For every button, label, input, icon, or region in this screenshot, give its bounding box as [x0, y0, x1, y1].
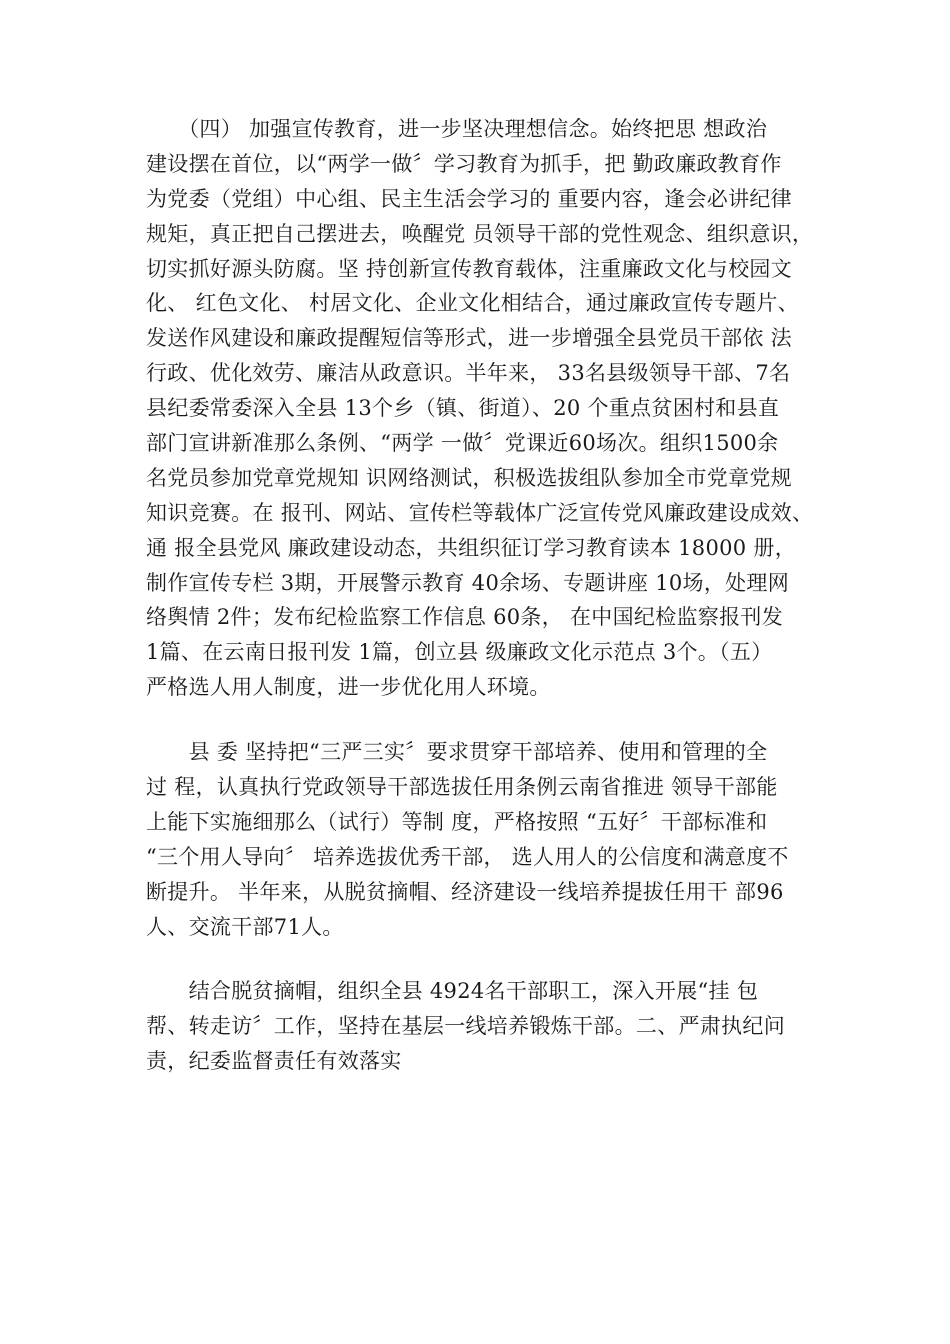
text-line: 行政、优化效劳、廉洁从政意识。半年来， 33名县级领导干部、7名 [146, 361, 791, 386]
text-line: 1篇、在云南日报刊发 1篇，创立县 级廉政文化示范点 3个。（五） [146, 640, 773, 665]
text-line: 制作宣传专栏 3期，开展警示教育 40余场、专题讲座 10场，处理网 [146, 570, 790, 595]
paragraph-spacer [146, 944, 816, 974]
paragraph-spacer [146, 705, 816, 735]
text-line: 结合脱贫摘帽，组织全县 4924名干部职工，深入开展“挂 包 [146, 979, 759, 1004]
text-line: 帮、转走访〞工作，坚持在基层一线培养锻炼干部。二、严肃执纪问 [146, 1014, 785, 1039]
text-line: 规矩，真正把自己摆进去，唤醒党 员领导干部的党性观念、组织意识， [146, 221, 814, 246]
text-line: （四） 加强宣传教育，进一步坚决理想信念。始终把思 想政治 [146, 117, 768, 141]
text-line: 严格选人用人制度，进一步优化用人环境。 [146, 675, 551, 700]
text-line: 化、 红色文化、 村居文化、企业文化相结合，通过廉政宣传专题片、 [146, 291, 799, 316]
text-line: 责，纪委监督责任有效落实 [146, 1049, 402, 1074]
text-line: 上能下实施细那么（试行）等制 度，严格按照 “五好〞干部标准和 [146, 809, 768, 834]
text-line: 切实抓好源头防腐。坚 持创新宣传教育载体，注重廉政文化与校园文 [146, 256, 792, 281]
text-line: 人、交流干部71人。 [146, 914, 344, 939]
text-line: 通 报全县党风 廉政建设动态，共组织征订学习教育读本 18000 册， [146, 535, 797, 560]
text-line: 县纪委常委深入全县 13个乡（镇、街道）、20 个重点贫困村和县直 [146, 396, 780, 421]
text-line: 发送作风建设和廉政提醒短信等形式，进一步增强全县党员干部依 法 [146, 326, 792, 351]
paragraph-cadre-selection [146, 735, 816, 944]
paragraph-propaganda-education [146, 112, 816, 705]
text-line: 部门宣讲新准那么条例、“两学 一做〞党课近60场次。组织1500余 [146, 431, 779, 456]
text-line: 建设摆在首位，以“两学一做〞学习教育为抓手，把 勤政廉政教育作 [146, 151, 782, 176]
text-line: 知识竞赛。在 报刊、网站、宣传栏等载体广泛宣传党风廉政建设成效、 [146, 500, 814, 525]
text-line: 过 程，认真执行党政领导干部选拔任用条例云南省推进 领导干部能 [146, 775, 778, 800]
text-line: 名党员参加党章党规知 识网络测试，积极选拔组队参加全市党章党规 [146, 465, 792, 490]
paragraph-poverty-alleviation [146, 974, 816, 1079]
text-line: 络舆情 2件；发布纪检监察工作信息 60条， 在中国纪检监察报刊发 [146, 605, 784, 630]
text-line: “三个用人导向〞 培养选拔优秀干部， 选人用人的公信度和满意度不 [146, 844, 789, 869]
text-line: 断提升。 半年来，从脱贫摘帽、经济建设一线培养提拔任用干 部96 [146, 879, 784, 904]
text-line: 为党委（党组）中心组、民主生活会学习的 重要内容，逢会必讲纪律 [146, 186, 792, 211]
document-page [146, 112, 816, 1079]
text-line: 县 委 坚持把“三严三实〞要求贯穿干部培养、使用和管理的全 [146, 740, 768, 765]
